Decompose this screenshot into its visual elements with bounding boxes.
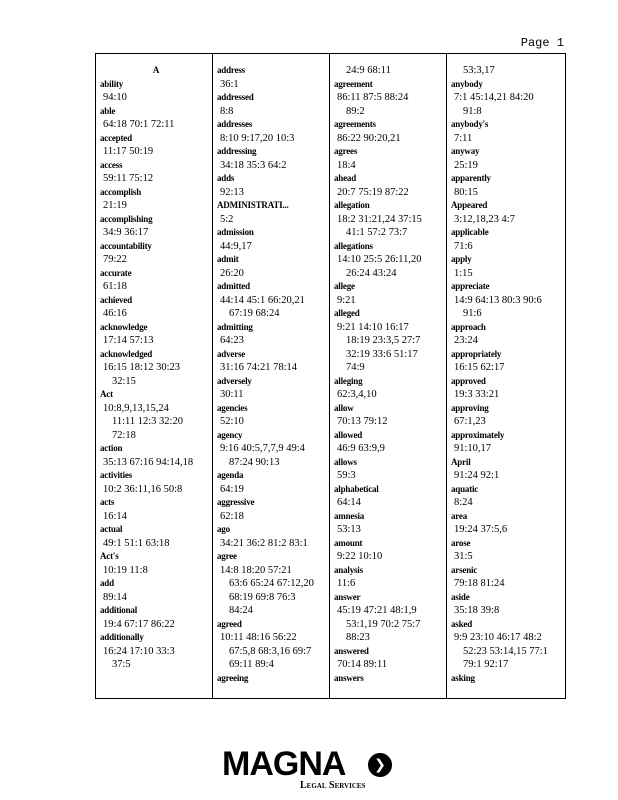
index-term: ability <box>100 78 124 89</box>
page-line-refs: 10:8,9,13,15,24 <box>103 402 169 414</box>
page-line-refs: 14:10 25:5 26:11,20 <box>337 254 422 265</box>
page-line-refs: 21:19 <box>103 200 127 211</box>
page-line-refs: 34:21 36:2 81:2 83:1 <box>220 537 308 549</box>
index-term: actual <box>100 524 123 534</box>
index-term: apparently <box>451 173 491 183</box>
page-line-refs: 64:18 70:1 72:11 <box>103 119 175 130</box>
page-line-refs: 89:2 <box>346 105 365 117</box>
index-letter-heading: A <box>152 65 160 75</box>
index-term: agreeing <box>217 672 249 683</box>
page-line-refs: 68:19 69:8 76:3 <box>229 591 296 603</box>
index-term: add <box>100 578 114 588</box>
index-term: answered <box>334 645 369 656</box>
page-line-refs: 79:1 92:17 <box>463 659 509 670</box>
index-term: ago <box>217 524 230 534</box>
page-line-refs: 62:18 <box>220 510 244 522</box>
index-term: approved <box>451 375 486 386</box>
index-column-4 <box>451 64 563 685</box>
index-term: accountability <box>100 240 152 251</box>
page-line-refs: 67:19 68:24 <box>229 308 280 319</box>
index-term: allows <box>334 456 357 467</box>
page-line-refs: 94:10 <box>103 92 127 103</box>
index-term: able <box>100 105 116 116</box>
page-line-refs: 31:5 <box>454 551 473 562</box>
index-term: appreciate <box>451 281 490 291</box>
index-term: allow <box>334 402 354 413</box>
page-line-refs: 79:18 81:24 <box>454 578 505 589</box>
page-line-refs: 87:24 90:13 <box>229 456 280 468</box>
page-line-refs: 11:17 50:19 <box>103 146 154 157</box>
index-term: agreed <box>217 618 242 629</box>
page-line-refs: 8:8 <box>220 105 234 117</box>
page-line-refs: 19:3 33:21 <box>454 389 500 400</box>
index-term: ADMINISTRATI... <box>217 200 289 210</box>
column-divider <box>446 54 447 698</box>
index-term: acts <box>100 497 115 507</box>
index-term: allegations <box>334 240 373 251</box>
index-term: arsenic <box>451 564 478 575</box>
page-line-refs: 70:13 79:12 <box>337 416 388 427</box>
index-term: adverse <box>217 348 246 359</box>
page-line-refs: 20:7 75:19 87:22 <box>337 186 409 198</box>
page-line-refs: 91:8 <box>463 105 482 117</box>
index-term: allege <box>334 281 355 291</box>
index-term: Appeared <box>451 200 488 210</box>
page-line-refs: 67:5,8 68:3,16 69:7 <box>229 645 312 657</box>
index-term: aggressive <box>217 497 255 507</box>
index-term: approving <box>451 402 489 413</box>
page-line-refs: 86:22 90:20,21 <box>337 132 401 144</box>
page-line-refs: 59:3 <box>337 470 356 481</box>
page-line-refs: 14:9 64:13 80:3 90:6 <box>454 294 542 306</box>
index-term: action <box>100 443 123 453</box>
index-term: agreement <box>334 78 373 89</box>
arrow-circle-icon: ❯ <box>368 753 392 777</box>
index-term: analysis <box>334 564 363 575</box>
page-line-refs: 67:1,23 <box>454 416 486 427</box>
page-line-refs: 86:11 87:5 88:24 <box>337 92 409 103</box>
index-term: applicable <box>451 227 489 237</box>
logo-wordmark: MAGNA <box>222 745 346 783</box>
page-line-refs: 11:6 <box>337 578 356 589</box>
page-line-refs: 80:15 <box>454 186 478 198</box>
page-line-refs: 35:18 39:8 <box>454 605 500 616</box>
index-term: approximately <box>451 429 505 440</box>
index-term: addresses <box>217 119 253 129</box>
page-line-refs: 34:18 35:3 64:2 <box>220 159 287 171</box>
index-term: anyway <box>451 146 480 156</box>
index-term: aside <box>451 591 470 602</box>
index-term: additionally <box>100 632 144 642</box>
logo-subtitle: Legal Services <box>300 780 366 791</box>
index-term: activities <box>100 470 132 480</box>
page-number-label: Page 1 <box>520 36 564 50</box>
index-term: admitted <box>217 281 250 291</box>
index-term: allowed <box>334 429 363 440</box>
page-line-refs: 84:24 <box>229 605 253 616</box>
page-line-refs: 16:15 62:17 <box>454 362 505 373</box>
word-index-frame <box>95 53 566 699</box>
page-line-refs: 11:11 12:3 32:20 <box>112 416 183 427</box>
page-line-refs: 45:19 47:21 48:1,9 <box>337 605 417 616</box>
page-line-refs: 49:1 51:1 63:18 <box>103 537 170 549</box>
index-term: acknowledge <box>100 321 148 332</box>
page-line-refs: 18:4 <box>337 159 356 171</box>
page-line-refs: 46:9 63:9,9 <box>337 443 385 454</box>
index-term: address <box>217 65 245 75</box>
page-line-refs: 16:14 <box>103 510 127 522</box>
page-line-refs: 52:23 53:14,15 77:1 <box>463 645 548 657</box>
page-line-refs: 88:23 <box>346 632 370 643</box>
index-term: asked <box>451 618 473 629</box>
page-line-refs: 37:5 <box>112 659 131 670</box>
page-line-refs: 69:11 89:4 <box>229 659 274 670</box>
index-column-2 <box>217 64 329 685</box>
index-term: acknowledged <box>100 348 153 359</box>
page-line-refs: 5:2 <box>220 213 234 225</box>
page-line-refs: 59:11 75:12 <box>103 173 154 184</box>
page-line-refs: 91:10,17 <box>454 443 492 454</box>
page-line-refs: 71:6 <box>454 240 473 252</box>
page-line-refs: 92:13 <box>220 186 244 198</box>
page-line-refs: 3:12,18,23 4:7 <box>454 213 515 225</box>
page-line-refs: 9:21 14:10 16:17 <box>337 321 409 333</box>
index-term: achieved <box>100 294 132 305</box>
page-line-refs: 7:1 45:14,21 84:20 <box>454 92 534 103</box>
index-term: answer <box>334 591 361 602</box>
page-line-refs: 91:24 92:1 <box>454 470 500 481</box>
page-line-refs: 1:15 <box>454 267 473 279</box>
page-line-refs: 64:23 <box>220 335 244 346</box>
page-line-refs: 72:18 <box>112 429 136 441</box>
page-line-refs: 10:19 11:8 <box>103 564 148 576</box>
page-line-refs: 32:19 33:6 51:17 <box>346 348 418 360</box>
page-line-refs: 41:1 57:2 73:7 <box>346 227 408 238</box>
page-line-refs: 7:11 <box>454 132 473 144</box>
page-line-refs: 9:9 23:10 46:17 48:2 <box>454 632 542 643</box>
page-line-refs: 74:9 <box>346 362 365 373</box>
page-line-refs: 91:6 <box>463 308 482 319</box>
page-line-refs: 34:9 36:17 <box>103 227 149 238</box>
index-term: amount <box>334 537 363 548</box>
index-term: additional <box>100 605 138 615</box>
page-line-refs: 9:22 10:10 <box>337 551 383 562</box>
index-term: Act <box>100 389 113 399</box>
index-term: accomplish <box>100 186 142 197</box>
page-line-refs: 9:21 <box>337 294 356 306</box>
index-term: area <box>451 510 468 521</box>
index-term: alleged <box>334 308 360 318</box>
page-line-refs: 70:14 89:11 <box>337 659 388 670</box>
page-line-refs: 23:24 <box>454 335 478 346</box>
page-line-refs: 26:20 <box>220 267 244 279</box>
page-line-refs: 16:15 18:12 30:23 <box>103 362 181 373</box>
page-line-refs: 31:16 74:21 78:14 <box>220 362 298 373</box>
page-line-refs: 46:16 <box>103 308 127 319</box>
page-line-refs: 14:8 18:20 57:21 <box>220 564 292 576</box>
page-line-refs: 89:14 <box>103 591 127 603</box>
index-term: addressing <box>217 146 257 156</box>
page-line-refs: 25:19 <box>454 159 478 171</box>
page-line-refs: 19:24 37:5,6 <box>454 524 508 535</box>
page-line-refs: 30:11 <box>220 389 244 400</box>
index-term: alleging <box>334 375 363 386</box>
page-line-refs: 32:15 <box>112 375 136 387</box>
index-term: accepted <box>100 132 132 143</box>
index-term: amnesia <box>334 510 365 521</box>
page-line-refs: 10:2 36:11,16 50:8 <box>103 483 183 495</box>
index-term: agreements <box>334 119 376 129</box>
column-divider <box>212 54 213 698</box>
index-term: accomplishing <box>100 213 153 224</box>
index-term: ahead <box>334 173 357 183</box>
index-term: apply <box>451 254 472 264</box>
page-line-refs: 36:1 <box>220 78 239 90</box>
index-term: accurate <box>100 267 132 278</box>
page-line-refs: 52:10 <box>220 416 244 427</box>
page-line-refs: 8:24 <box>454 497 473 508</box>
index-term: admit <box>217 254 239 264</box>
page-line-refs: 53:1,19 70:2 75:7 <box>346 618 421 630</box>
column-divider <box>329 54 330 698</box>
index-term: aquatic <box>451 483 479 494</box>
index-term: agency <box>217 429 243 440</box>
page-line-refs: 64:19 <box>220 483 244 495</box>
index-term: access <box>100 159 123 170</box>
page-line-refs: 17:14 57:13 <box>103 335 154 346</box>
page-line-refs: 63:6 65:24 67:12,20 <box>229 578 314 589</box>
page-line-refs: 10:11 48:16 56:22 <box>220 632 297 643</box>
index-term: agrees <box>334 146 358 156</box>
index-term: asking <box>451 672 475 683</box>
index-term: Act's <box>100 551 119 561</box>
index-column-1 <box>100 64 212 672</box>
page-line-refs: 61:18 <box>103 281 127 292</box>
index-term: agenda <box>217 470 244 480</box>
index-term: answers <box>334 672 364 683</box>
index-term: addressed <box>217 92 254 102</box>
page-line-refs: 64:14 <box>337 497 361 508</box>
page-line-refs: 19:4 67:17 86:22 <box>103 618 175 630</box>
page-line-refs: 62:3,4,10 <box>337 389 377 400</box>
page-line-refs: 8:10 9:17,20 10:3 <box>220 132 295 144</box>
page-line-refs: 18:2 31:21,24 37:15 <box>337 213 422 225</box>
page-line-refs: 44:9,17 <box>220 240 252 252</box>
index-term: anybody <box>451 78 483 89</box>
page-line-refs: 16:24 17:10 33:3 <box>103 645 175 657</box>
page-line-refs: 53:13 <box>337 524 361 535</box>
index-term: alphabetical <box>334 483 379 494</box>
index-term: anybody's <box>451 119 489 129</box>
index-term: allegation <box>334 200 370 210</box>
index-term: admitting <box>217 321 253 332</box>
index-term: agree <box>217 551 237 561</box>
page-line-refs: 26:24 43:24 <box>346 267 397 279</box>
magna-logo <box>222 747 397 793</box>
index-column-3 <box>334 64 446 685</box>
index-term: April <box>451 456 471 467</box>
page-line-refs: 24:9 68:11 <box>346 65 391 76</box>
page-line-refs: 9:16 40:5,7,7,9 49:4 <box>220 443 305 454</box>
index-term: adversely <box>217 375 252 386</box>
index-term: approach <box>451 321 486 332</box>
page-line-refs: 79:22 <box>103 254 127 265</box>
page-line-refs: 44:14 45:1 66:20,21 <box>220 294 305 306</box>
index-term: admission <box>217 227 254 237</box>
page-line-refs: 53:3,17 <box>463 65 495 76</box>
index-term: adds <box>217 173 235 183</box>
index-term: agencies <box>217 402 248 413</box>
index-term: arose <box>451 537 471 548</box>
page-line-refs: 18:19 23:3,5 27:7 <box>346 335 421 346</box>
index-term: appropriately <box>451 348 502 359</box>
page-line-refs: 35:13 67:16 94:14,18 <box>103 456 194 468</box>
